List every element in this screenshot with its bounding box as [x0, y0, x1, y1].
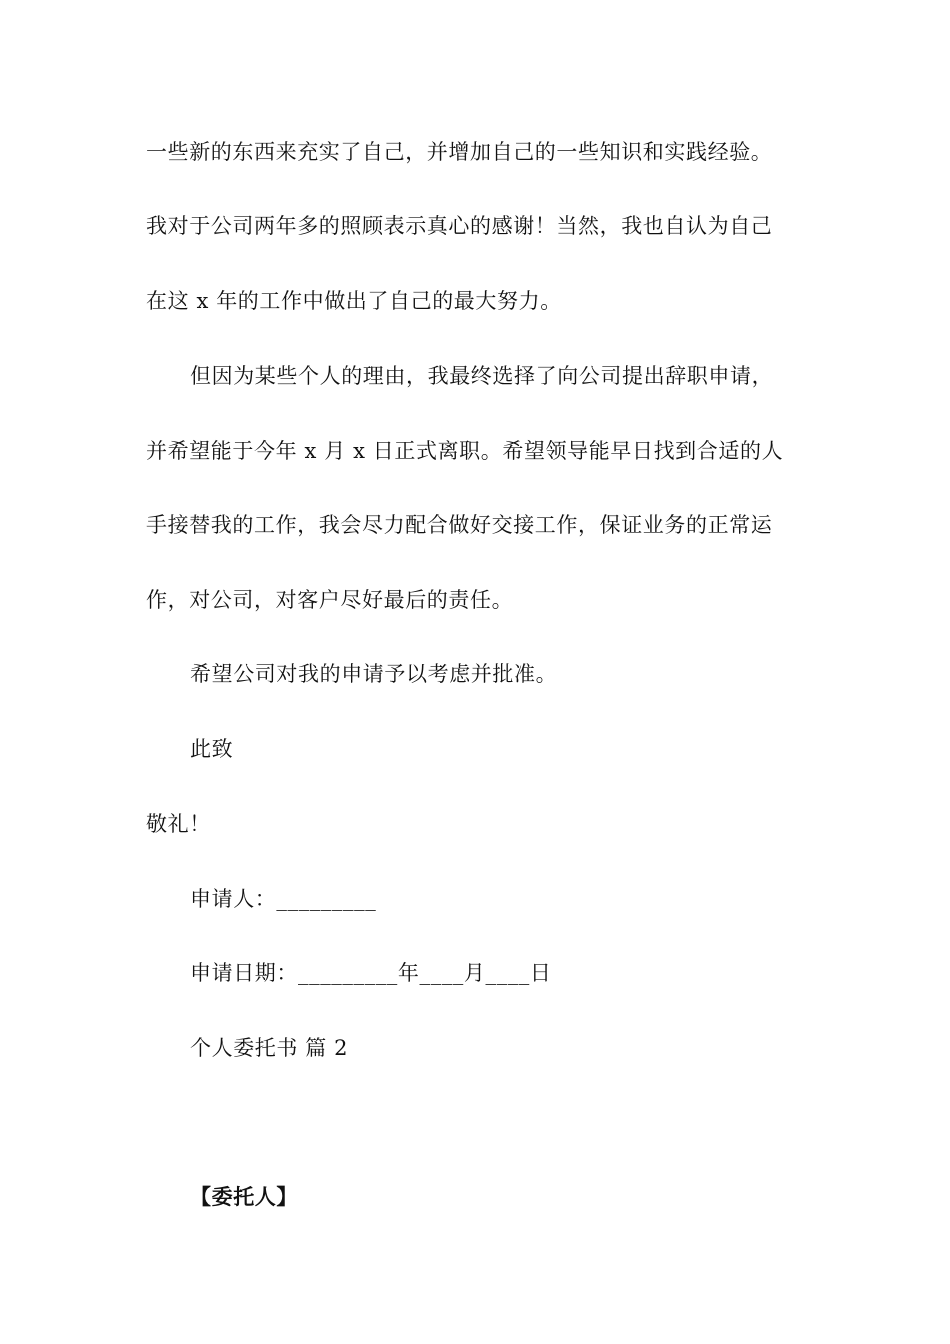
body-text-line-3: 在这 x 年的工作中做出了自己的最大努力。: [146, 289, 562, 313]
body-text-line-4: 但因为某些个人的理由，我最终选择了向公司提出辞职申请，: [190, 364, 774, 388]
section-heading-principal: 【委托人】: [190, 1184, 298, 1209]
body-text-line-2: 我对于公司两年多的照顾表示真心的感谢！当然，我也自认为自己: [146, 214, 773, 238]
closing-regards: 敬礼！: [146, 812, 211, 836]
applicant-signature-line: 申请人：_________: [190, 887, 377, 911]
body-text-line-1: 一些新的东西来充实了自己，并增加自己的一些知识和实践经验。: [146, 140, 773, 164]
closing-salutation: 此致: [190, 737, 234, 761]
section-title: 个人委托书 篇 2: [190, 1036, 349, 1060]
body-text-line-7: 作，对公司，对客户尽好最后的责任。: [146, 588, 514, 612]
body-text-line-6: 手接替我的工作，我会尽力配合做好交接工作，保证业务的正常运: [146, 513, 773, 537]
request-approval-text: 希望公司对我的申请予以考虑并批准。: [190, 662, 558, 686]
application-date-line: 申请日期：_________年____月____日: [190, 961, 552, 985]
body-text-line-5: 并希望能于今年 x 月 x 日正式离职。希望领导能早日找到合适的人: [146, 439, 784, 463]
